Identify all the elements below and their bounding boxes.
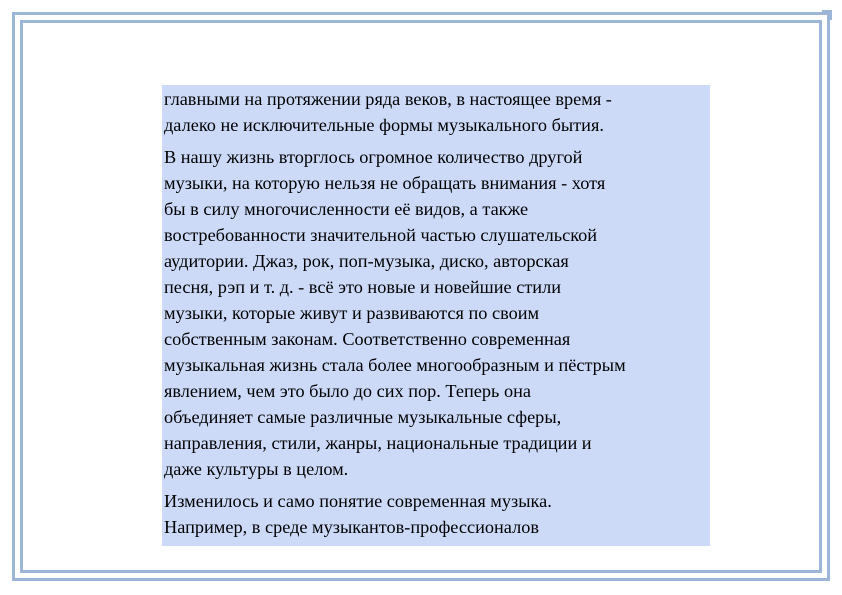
text-line: собственным законам. Соответственно современная	[164, 329, 571, 349]
text-line: далеко не исключительные формы музыкального бытия.	[164, 115, 604, 135]
text-line: В нашу жизнь вторглось огромное количество другой	[164, 147, 583, 167]
paragraph-2	[164, 144, 708, 482]
text-line: аудитории. Джаз, рок, поп-музыка, диско, авторская	[164, 251, 569, 271]
text-line: объединяет самые различные музыкальные сферы,	[164, 407, 562, 427]
text-line: бы в силу многочисленности её видов, а также	[164, 199, 529, 219]
text-block	[162, 85, 710, 546]
text-line: песня, рэп и т. д. - всё это новые и новейшие стили	[164, 277, 561, 297]
text-line: музыки, которые живут и развиваются по своим	[164, 303, 540, 323]
text-line: направления, стили, жанры, национальные традиции и	[164, 433, 592, 453]
text-line: музыки, на которую нельзя не обращать внимания - хотя	[164, 173, 606, 193]
frame-corner-mark	[822, 10, 832, 20]
text-line: главными на протяжении ряда веков, в настоящее время -	[164, 89, 612, 109]
text-line: даже культуры в целом.	[164, 459, 349, 479]
paragraph-1	[164, 86, 708, 138]
text-line: явлением, чем это было до сих пор. Теперь она	[164, 381, 531, 401]
text-line: востребованности значительной частью слушательской	[164, 225, 598, 245]
paragraph-3	[164, 488, 708, 540]
text-line: Например, в среде музыкантов-профессионалов	[164, 517, 539, 537]
text-line: музыкальная жизнь стала более многообразным и пёстрым	[164, 355, 626, 375]
text-line: Изменилось и само понятие современная музыка.	[164, 491, 552, 511]
